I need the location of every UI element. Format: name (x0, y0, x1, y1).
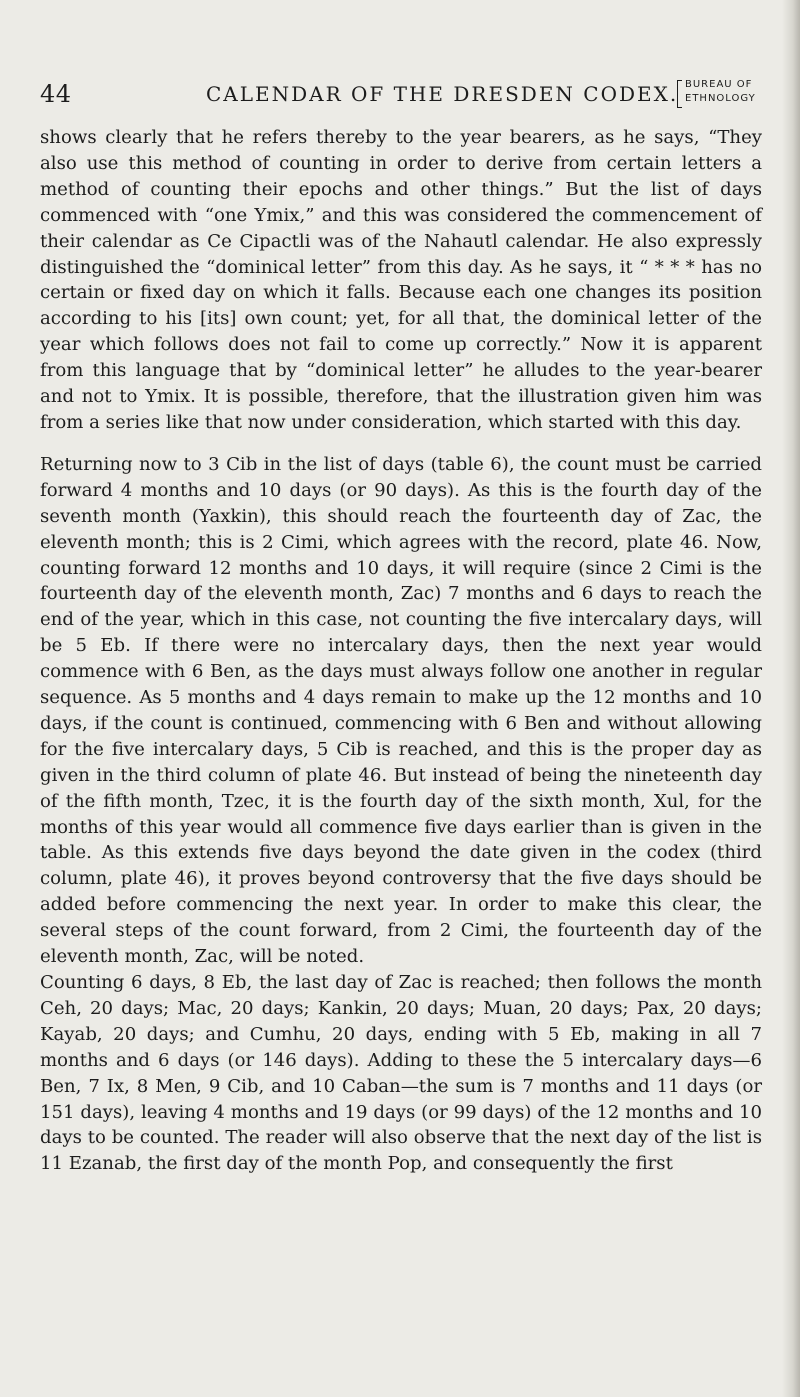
paragraph-3: Counting 6 days, 8 Eb, the last day of Zac is reached; then follows the month Ceh, 20 days; Mac, 20 days; Kankin, 20 days; Muan, 20 days; Pax, 20 days; Kayab, 20 days; and Cumhu, 20 days, ending with 5 Eb, making in all 7 months and 6 days (or 146 days). Adding to these the 5 intercalary days—6 Ben, 7 Ix, 8 Men, 9 Cib, and 10 Caban—the sum is 7 months and 11 days (or 151 days), leaving 4 months and 19 days (or 99 days) of the 12 months and 10 days to be counted. The reader will also observe that the next day of the list is 11 Ezanab, the first day of the month Pop, and consequently the first (40, 972, 762, 1175)
stamp-line-1: BUREAU OF (685, 79, 753, 90)
running-title: CALENDAR OF THE DRESDEN CODEX. (206, 82, 679, 106)
page-edge-shadow (782, 0, 800, 1397)
page-header (40, 78, 760, 118)
page-number: 44 (40, 80, 72, 108)
paragraph-1: shows clearly that he refers thereby to the year bearers, as he says, “They also use this method of counting in order to derive from certain letters a method of counting their epochs and other things.” But the list of days commenced with “one Ymix,” and this was considered the commencement of their calendar as Ce Cipactli was of the Nahautl calendar. He also expressly distinguished the “dominical letter” from this day. As he says, it “ * * * has no certain or fixed day on which it falls. Because each one changes its position according to his [its] own count; yet, for all that, the dominical letter of the year which follows does not fail to come up correctly.” Now it is apparent from this language that by “dominical letter” he alludes to the year-bearer and not to Ymix. It is possible, therefore, that the illustration given him was from a series like that now under consideration, which started with this day. (40, 127, 762, 433)
body-text (40, 125, 762, 1177)
paragraph-2: Returning now to 3 Cib in the list of days (table 6), the count must be carried forward 4 months and 10 days (or 90 days). As this is the fourth day of the seventh month (Yaxkin), this should reach the fourteenth day of Zac, the eleventh month; this is 2 Cimi, which agrees with the record, plate 46. Now, counting forward 12 months and 10 days, it will require (since 2 Cimi is the fourteenth day of the eleventh month, Zac) 7 months and 6 days to reach the end of the year, which in this case, not counting the five intercalary days, will be 5 Eb. If there were no intercalary days, then the next year would commence with 6 Ben, as the days must always follow one another in regular sequence. As 5 months and 4 days remain to make up the 12 months and 10 days, if the count is continued, commencing with 6 Ben and without allowing for the five intercalary days, 5 Cib is reached, and this is the proper day as given in the third column of plate 46. But instead of being the nineteenth day of the fifth month, Tzec, it is the fourth day of the sixth month, Xul, for the months of this year would all commence five days earlier than is given in the table. As this extends five days beyond the date given in the codex (third column, plate 46), it proves beyond controversy that the five days should be added before commencing the next year. In order to make this clear, the several steps of the count forward, from 2 Cimi, the fourteenth day of the eleventh month, Zac, will be noted. (40, 453, 762, 968)
stamp-bracket (677, 80, 682, 108)
bureau-stamp (677, 78, 765, 108)
stamp-line-2: ETHNOLOGY (685, 93, 756, 104)
